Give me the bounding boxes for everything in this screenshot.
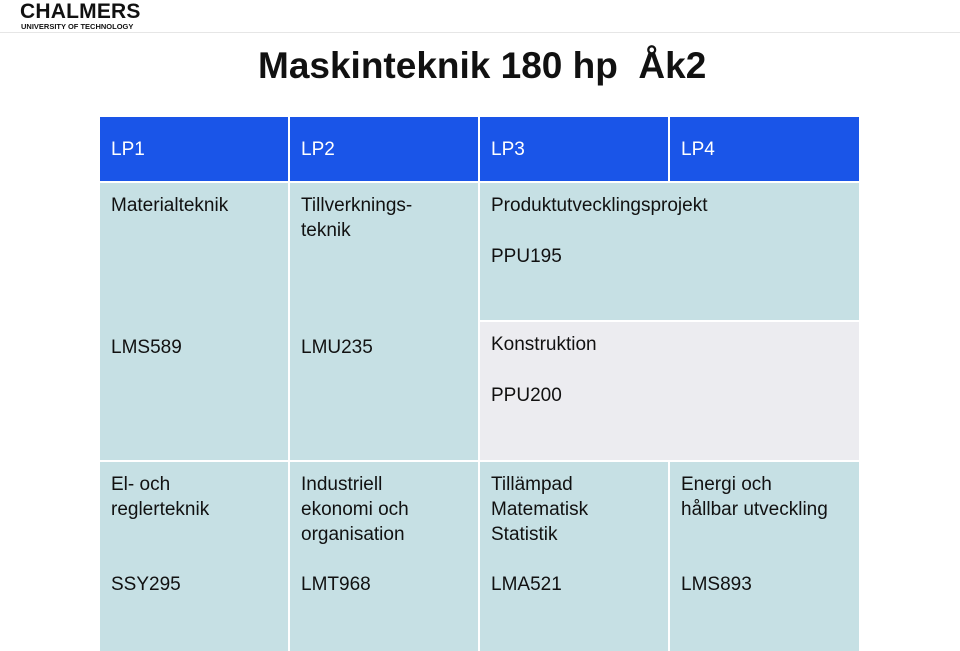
course-code: LMU235 bbox=[301, 337, 373, 358]
course-reglerteknik bbox=[100, 462, 288, 651]
course-code: LMT968 bbox=[301, 574, 371, 595]
page-title: Maskinteknik 180 hp Åk2 bbox=[258, 45, 707, 86]
course-name: Konstruktion bbox=[491, 334, 597, 355]
course-schedule-table bbox=[100, 117, 859, 651]
course-materialteknik bbox=[100, 183, 288, 460]
course-name: Produktutvecklingsprojekt bbox=[491, 195, 708, 216]
logo-name: CHALMERS bbox=[20, 0, 141, 23]
course-name-line3: Statistik bbox=[491, 524, 558, 545]
chalmers-logo bbox=[20, 2, 141, 31]
course-tillverkningsteknik bbox=[290, 183, 478, 460]
course-name-line2: ekonomi och bbox=[301, 499, 409, 520]
header-lp4: LP4 bbox=[670, 117, 859, 181]
course-name-line2: Matematisk bbox=[491, 499, 589, 520]
header-divider bbox=[0, 32, 960, 33]
logo-subtitle: UNIVERSITY OF TECHNOLOGY bbox=[21, 22, 134, 31]
course-name-line2: hållbar utveckling bbox=[681, 499, 828, 520]
course-code: PPU195 bbox=[491, 246, 562, 267]
header-lp1: LP1 bbox=[100, 117, 288, 181]
course-produktutvecklingsprojekt bbox=[480, 183, 859, 320]
course-name-line3: organisation bbox=[301, 524, 405, 545]
course-konstruktion bbox=[480, 322, 859, 460]
course-tillampad-matematisk-statistik bbox=[480, 462, 668, 651]
course-name-line1: Tillämpad bbox=[491, 474, 573, 495]
header-lp3: LP3 bbox=[480, 117, 668, 181]
course-code: LMS589 bbox=[111, 337, 182, 358]
course-name: Materialteknik bbox=[111, 195, 229, 216]
course-name-line2: reglerteknik bbox=[111, 499, 210, 520]
course-code: PPU200 bbox=[491, 385, 562, 406]
course-code: LMA521 bbox=[491, 574, 562, 595]
course-name-line1: Energi och bbox=[681, 474, 772, 495]
course-code: LMS893 bbox=[681, 574, 752, 595]
header-lp2: LP2 bbox=[290, 117, 478, 181]
course-name-line2: teknik bbox=[301, 220, 351, 241]
course-code: SSY295 bbox=[111, 574, 181, 595]
course-name-line1: Tillverknings- bbox=[301, 195, 413, 216]
course-name-line1: El- och bbox=[111, 474, 171, 495]
course-name-line1: Industriell bbox=[301, 474, 383, 495]
course-energi-hallbar-utveckling bbox=[670, 462, 859, 651]
course-industriell-ekonomi bbox=[290, 462, 478, 651]
